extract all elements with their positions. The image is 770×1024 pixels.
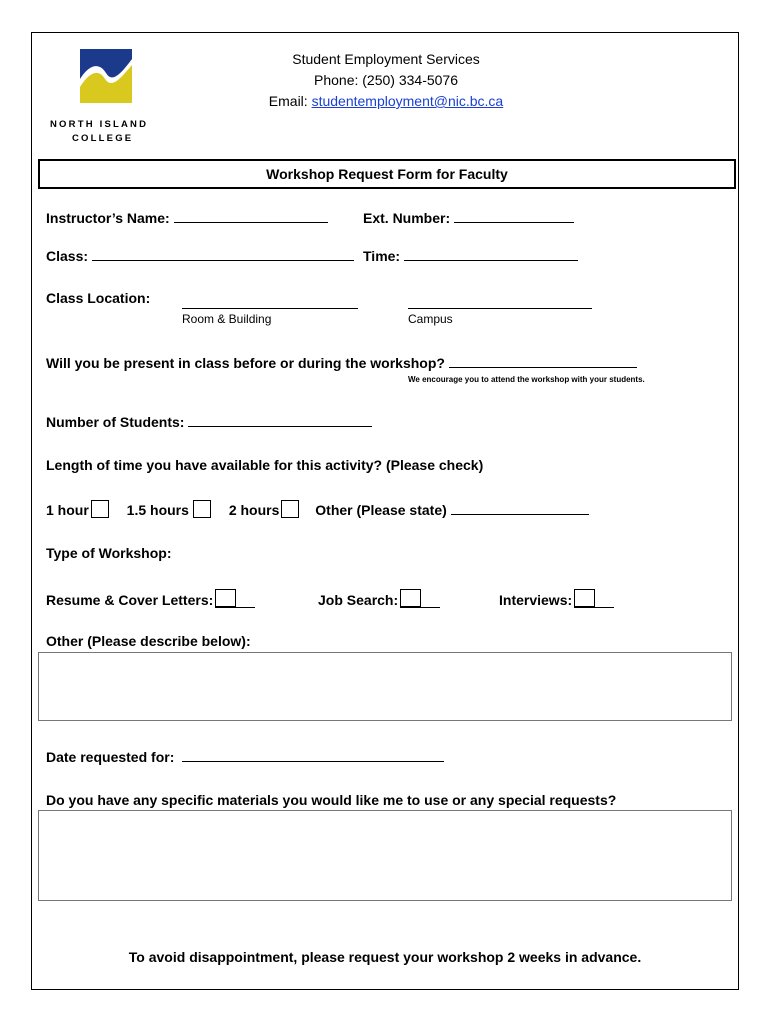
type-resume-checkbox[interactable] (213, 589, 255, 609)
num-students-label: Number of Students: (46, 414, 185, 430)
instructor-name-label: Instructor’s Name: (46, 210, 170, 226)
type-job-label: Job Search: (318, 592, 399, 608)
ext-number-label: Ext. Number: (363, 210, 451, 226)
instructor-name-field[interactable] (174, 208, 328, 223)
class-label: Class: (46, 248, 89, 264)
length-question: Length of time you have available for this activity? (Please check) (46, 457, 484, 473)
contact-block (228, 49, 544, 112)
form-title-box (38, 159, 736, 189)
form-page (31, 32, 739, 990)
type-job-row (318, 589, 440, 609)
present-question-row (46, 353, 637, 371)
type-job-checkbox[interactable] (398, 589, 440, 609)
type-of-workshop-label: Type of Workshop: (46, 545, 172, 561)
college-logo (80, 49, 132, 103)
email-link[interactable]: studentemployment@nic.bc.ca (311, 93, 504, 109)
present-question-label: Will you be present in class before or during the workshop? (46, 355, 445, 371)
logo-wordmark-line1: NORTH ISLAND (50, 119, 149, 130)
type-interviews-row (499, 589, 614, 609)
email-label: Email: (268, 93, 312, 109)
option-15hours-checkbox[interactable] (193, 500, 211, 518)
phone-number: Phone: (250) 334-5076 (314, 72, 458, 88)
type-resume-label: Resume & Cover Letters: (46, 592, 214, 608)
option-2hours-checkbox[interactable] (281, 500, 299, 518)
campus-field[interactable] (408, 294, 592, 309)
type-interviews-checkbox[interactable] (572, 589, 614, 609)
instructor-name-row (46, 208, 328, 226)
form-title: Workshop Request Form for Faculty (266, 166, 508, 182)
type-interviews-label: Interviews: (499, 592, 573, 608)
footer-note: To avoid disappointment, please request your workshop 2 weeks in advance. (128, 949, 642, 965)
logo-wordmark-line2: COLLEGE (72, 133, 134, 144)
email-line (228, 91, 544, 112)
option-1hour-checkbox[interactable] (91, 500, 109, 518)
option-other-label: Other (Please state) (315, 502, 447, 518)
campus-caption: Campus (408, 312, 453, 326)
time-label: Time: (363, 248, 401, 264)
date-requested-field[interactable] (182, 747, 444, 762)
length-options-row (46, 500, 589, 518)
option-15hours-label: 1.5 hours (126, 502, 189, 518)
time-row (363, 246, 578, 264)
present-answer-field[interactable] (449, 353, 637, 368)
class-field[interactable] (92, 246, 354, 261)
type-resume-row (46, 589, 255, 609)
room-building-field[interactable] (182, 294, 358, 309)
other-describe-textarea[interactable] (38, 652, 732, 721)
materials-question: Do you have any specific materials you would like me to use or any special requests? (46, 792, 617, 808)
college-logo-mark (80, 49, 132, 103)
num-students-field[interactable] (188, 412, 372, 427)
option-other-field[interactable] (451, 500, 589, 515)
room-building-caption: Room & Building (182, 312, 272, 326)
ext-number-field[interactable] (454, 208, 574, 223)
department-name: Student Employment Services (292, 51, 480, 67)
date-requested-row (46, 747, 444, 765)
materials-textarea[interactable] (38, 810, 732, 901)
date-requested-label: Date requested for: (46, 749, 175, 765)
class-row (46, 246, 354, 264)
ext-number-row (363, 208, 574, 226)
present-note: We encourage you to attend the workshop with your students. (408, 375, 645, 384)
class-location-label: Class Location: (46, 290, 151, 306)
other-describe-label: Other (Please describe below): (46, 633, 251, 649)
num-students-row (46, 412, 372, 430)
option-2hours-label: 2 hours (228, 502, 280, 518)
time-field[interactable] (404, 246, 578, 261)
option-1hour-label: 1 hour (46, 502, 89, 518)
